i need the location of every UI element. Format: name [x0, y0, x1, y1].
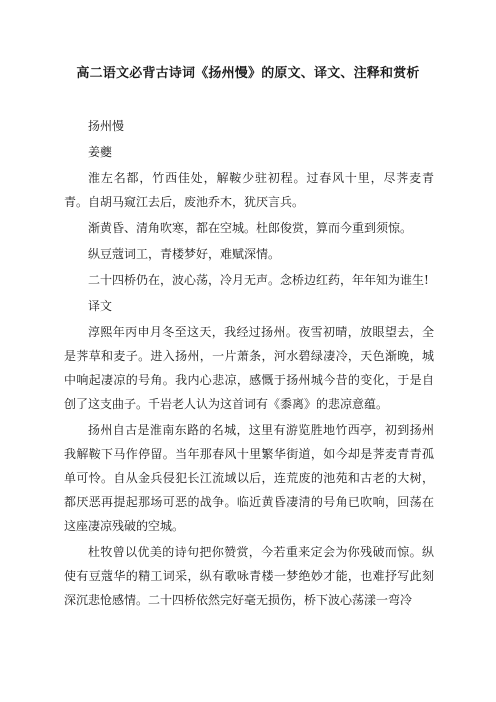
section-heading-translation: 译文	[88, 299, 113, 313]
translation-paragraph: 淳熙年丙申月冬至这天，我经过扬州。夜雪初晴，放眼望去，全是荠草和麦子。进入扬州，一片萧条，河水碧绿凄冷，天色渐晚，城中响起凄凉的号角。我内心悲凉，感慨于扬州城今昔的变化，于是自创了这支曲子。千岩老人认为这首词有《黍离》的悲凉意蕴。	[64, 325, 434, 411]
poem-author: 姜夔	[88, 145, 113, 159]
poem-stanza: 渐黄昏、清角吹寒，都在空城。杜郎俊赏，算而今重到须惊。	[88, 221, 413, 235]
document-title: 高二语文必背古诗词《扬州慢》的原文、译文、注释和赏析	[76, 66, 420, 81]
poem-stanza: 纵豆蔻词工，青楼梦好，难赋深情。	[88, 247, 281, 261]
poem-stanza: 二十四桥仍在，波心荡，冷月无声。念桥边红药，年年知为谁生!	[88, 273, 429, 287]
poem-stanza: 淮左名都，竹西佳处，解鞍少驻初程。过春风十里，尽荠麦青青。自胡马窥江去后，废池乔木，犹厌言兵。	[64, 171, 434, 209]
poem-title: 扬州慢	[88, 119, 125, 133]
translation-paragraph: 扬州自古是淮南东路的名城，这里有游览胜地竹西亭，初到扬州我解鞍下马作停留。当年那春风十里繁华街道，如今却是荠麦青青孤单可怜。自从金兵侵犯长江流域以后，连荒废的池苑和古老的大树，都厌恶再提起那场可恶的战争。临近黄昏凄清的号角已吹响，回荡在这座凄凉残破的空城。	[64, 423, 434, 533]
translation-paragraph: 杜牧曾以优美的诗句把你赞赏，今若重来定会为你残破而惊。纵使有豆蔻华的精工词采，纵有歌咏青楼一梦绝妙才能，也难抒写此刻深沉悲怆感情。二十四桥依然完好毫无损伤，桥下波心荡漾一弯冷	[64, 545, 434, 607]
document-body	[64, 114, 434, 614]
